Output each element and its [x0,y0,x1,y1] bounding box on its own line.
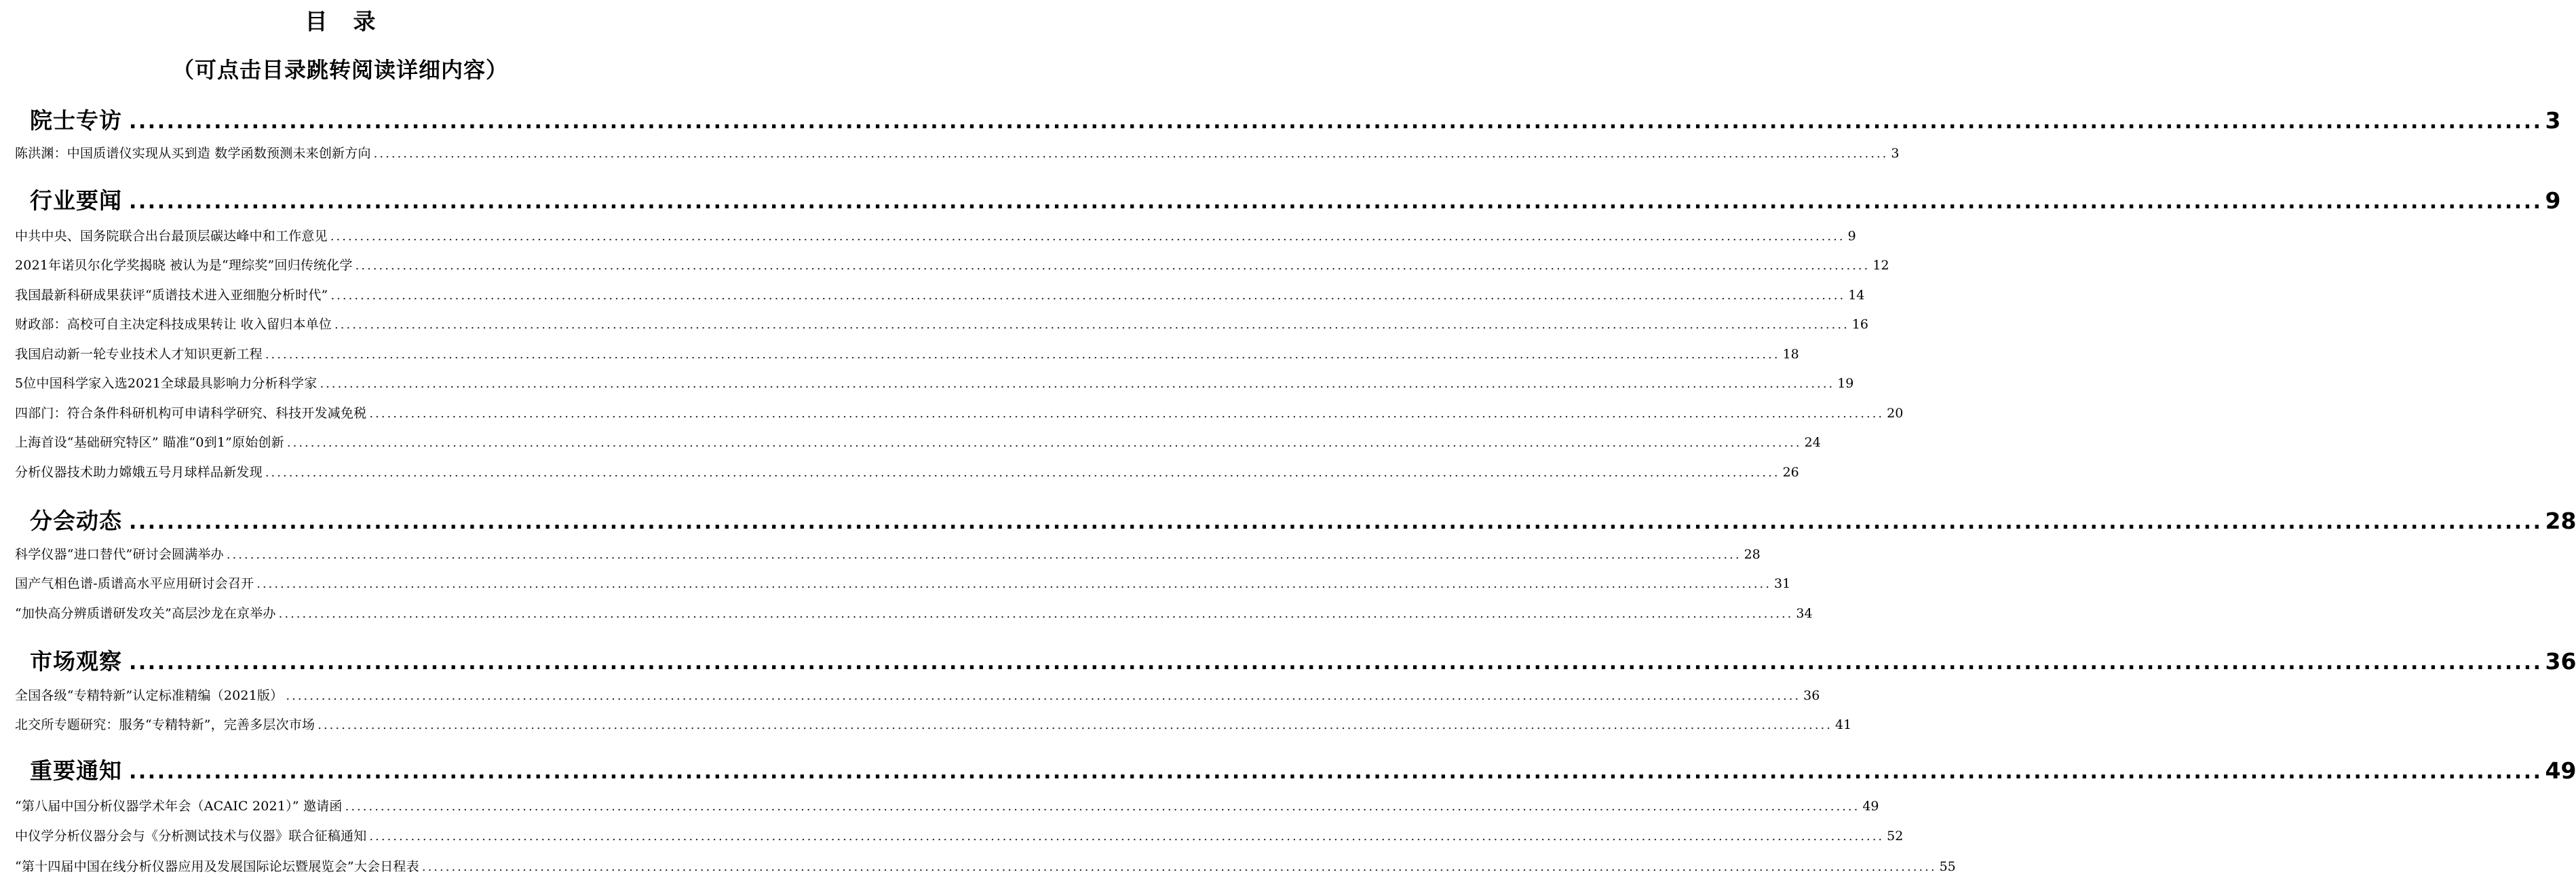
section-title: 院士专访 [30,107,122,134]
dot-leader: ................................................................................................................................................................................................................................................................ [129,110,2543,134]
section-title: 重要通知 [30,757,122,784]
dot-leader: ................................................................................................................................................................................................................................................................ [320,377,1835,391]
dot-leader: ................................................................................................................................................................................................................................................................ [265,466,1780,480]
item-title: 上海首设“基础研究特区” 瞄准“0到1”原始创新 [15,435,284,450]
section-page: 9 [2545,187,2561,214]
item-page: 18 [1782,347,1799,362]
item-title: 中共中央、国务院联合出台最顶层碳达峰中和工作意见 [15,229,328,244]
toc-item[interactable] [15,285,1865,304]
item-page: 34 [1796,606,1813,621]
dot-leader: ................................................................................................................................................................................................................................................................ [129,760,2543,784]
item-title: “第十四届中国在线分析仪器应用及发展国际论坛暨展览会”大会日程表 [15,859,419,874]
item-title: 5位中国科学家入选2021全球最具影响力分析科学家 [15,376,318,391]
toc-section-branch-news[interactable] [30,504,2576,534]
toc-item[interactable] [15,826,1904,845]
toc-item[interactable] [15,314,1868,333]
toc-item[interactable] [15,462,1799,481]
dot-leader: ................................................................................................................................................................................................................................................................ [330,229,1845,244]
item-title: 北交所专题研究：服务“专精特新”，完善多层次市场 [15,717,315,732]
section-title: 分会动态 [30,508,122,534]
item-title: 我国启动新一轮专业技术人才知识更新工程 [15,347,263,362]
toc-item[interactable] [15,685,1820,704]
dot-leader: ................................................................................................................................................................................................................................................................ [129,190,2543,214]
toc-section-notices[interactable] [30,753,2576,784]
item-page: 9 [1847,229,1856,244]
dot-leader: ................................................................................................................................................................................................................................................................ [369,829,1885,844]
item-title: 科学仪器“进口替代”研讨会圆满举办 [15,547,224,562]
item-page: 26 [1782,465,1799,480]
toc-item[interactable] [15,603,1813,622]
section-title: 行业要闻 [30,187,122,214]
item-page: 19 [1837,376,1854,391]
section-page: 49 [2545,757,2576,784]
dot-leader: ................................................................................................................................................................................................................................................................ [345,799,1860,814]
item-title: 我国最新科研成果获评“质谱技术进入亚细胞分析时代” [15,288,328,303]
section-page: 3 [2545,107,2561,134]
section-page: 36 [2545,648,2576,675]
item-title: “加快高分辨质谱研发攻关”高层沙龙在京举办 [15,606,276,621]
item-page: 36 [1803,688,1820,703]
item-page: 28 [1744,547,1761,562]
item-title: 2021年诺贝尔化学奖揭晓 被认为是“理综奖”回归传统化学 [15,258,353,273]
item-title: 财政部：高校可自主决定科技成果转让 收入留归本单位 [15,317,332,332]
item-title: 国产气相色谱-质谱高水平应用研讨会召开 [15,576,254,591]
item-page: 16 [1851,317,1868,332]
dot-leader: ................................................................................................................................................................................................................................................................ [256,577,1771,591]
dot-leader: ................................................................................................................................................................................................................................................................ [421,860,1937,874]
item-page: 20 [1887,406,1904,421]
section-title: 市场观察 [30,648,122,675]
dot-leader: ................................................................................................................................................................................................................................................................ [226,548,1742,562]
toc-item[interactable] [15,856,1956,875]
dot-leader: ................................................................................................................................................................................................................................................................ [330,288,1846,303]
toc-section-interview[interactable] [30,103,2561,134]
toc-section-market-watch[interactable] [30,644,2576,675]
dot-leader: ................................................................................................................................................................................................................................................................ [265,347,1780,362]
item-title: 陈洪渊：中国质谱仪实现从买到造 数学函数预测未来创新方向 [15,146,371,161]
item-page: 3 [1891,146,1900,161]
toc-section-industry-news[interactable] [30,183,2561,214]
dot-leader: ................................................................................................................................................................................................................................................................ [318,718,1832,732]
item-page: 31 [1773,576,1791,591]
dot-leader: ................................................................................................................................................................................................................................................................ [355,259,1870,273]
item-title: 中仪学分析仪器分会与《分析测试技术与仪器》联合征稿通知 [15,829,367,844]
toc-item[interactable] [15,403,1904,422]
item-page: 12 [1872,258,1889,273]
item-title: “第八届中国分析仪器学术年会（ACAIC 2021）” 邀请函 [15,799,343,814]
toc-item[interactable] [15,432,1821,451]
dot-leader: ................................................................................................................................................................................................................................................................ [129,651,2543,675]
item-page: 14 [1848,288,1865,303]
item-title: 四部门：符合条件科研机构可申请科学研究、科技开发减免税 [15,406,367,421]
dot-leader: ................................................................................................................................................................................................................................................................ [373,147,1889,161]
toc-item[interactable] [15,255,1889,274]
dot-leader: ................................................................................................................................................................................................................................................................ [369,407,1885,421]
toc-item[interactable] [15,573,1791,592]
toc-subtitle: （可点击目录跳转阅读详细内容） [172,57,508,83]
dot-leader: ................................................................................................................................................................................................................................................................ [278,607,1794,621]
toc-item[interactable] [15,715,1852,734]
dot-leader: ................................................................................................................................................................................................................................................................ [286,436,1802,450]
item-page: 24 [1804,435,1821,450]
dot-leader: ................................................................................................................................................................................................................................................................ [129,510,2543,534]
toc-item[interactable] [15,544,1761,563]
toc-item[interactable] [15,143,1900,162]
toc-item[interactable] [15,344,1799,363]
toc-title: 目录 [305,8,402,35]
item-title: 全国各级“专精特新”认定标准精编（2021版） [15,688,284,703]
dot-leader: ................................................................................................................................................................................................................................................................ [334,318,1849,332]
section-page: 28 [2545,508,2576,534]
toc-item[interactable] [15,796,1879,815]
dot-leader: ................................................................................................................................................................................................................................................................ [286,689,1801,703]
toc-item[interactable] [15,226,1856,245]
item-page: 52 [1887,829,1904,844]
item-page: 49 [1862,799,1879,814]
toc-item[interactable] [15,373,1854,392]
item-page: 55 [1939,859,1956,874]
item-page: 41 [1834,717,1852,732]
item-title: 分析仪器技术助力嫦娥五号月球样品新发现 [15,465,263,480]
